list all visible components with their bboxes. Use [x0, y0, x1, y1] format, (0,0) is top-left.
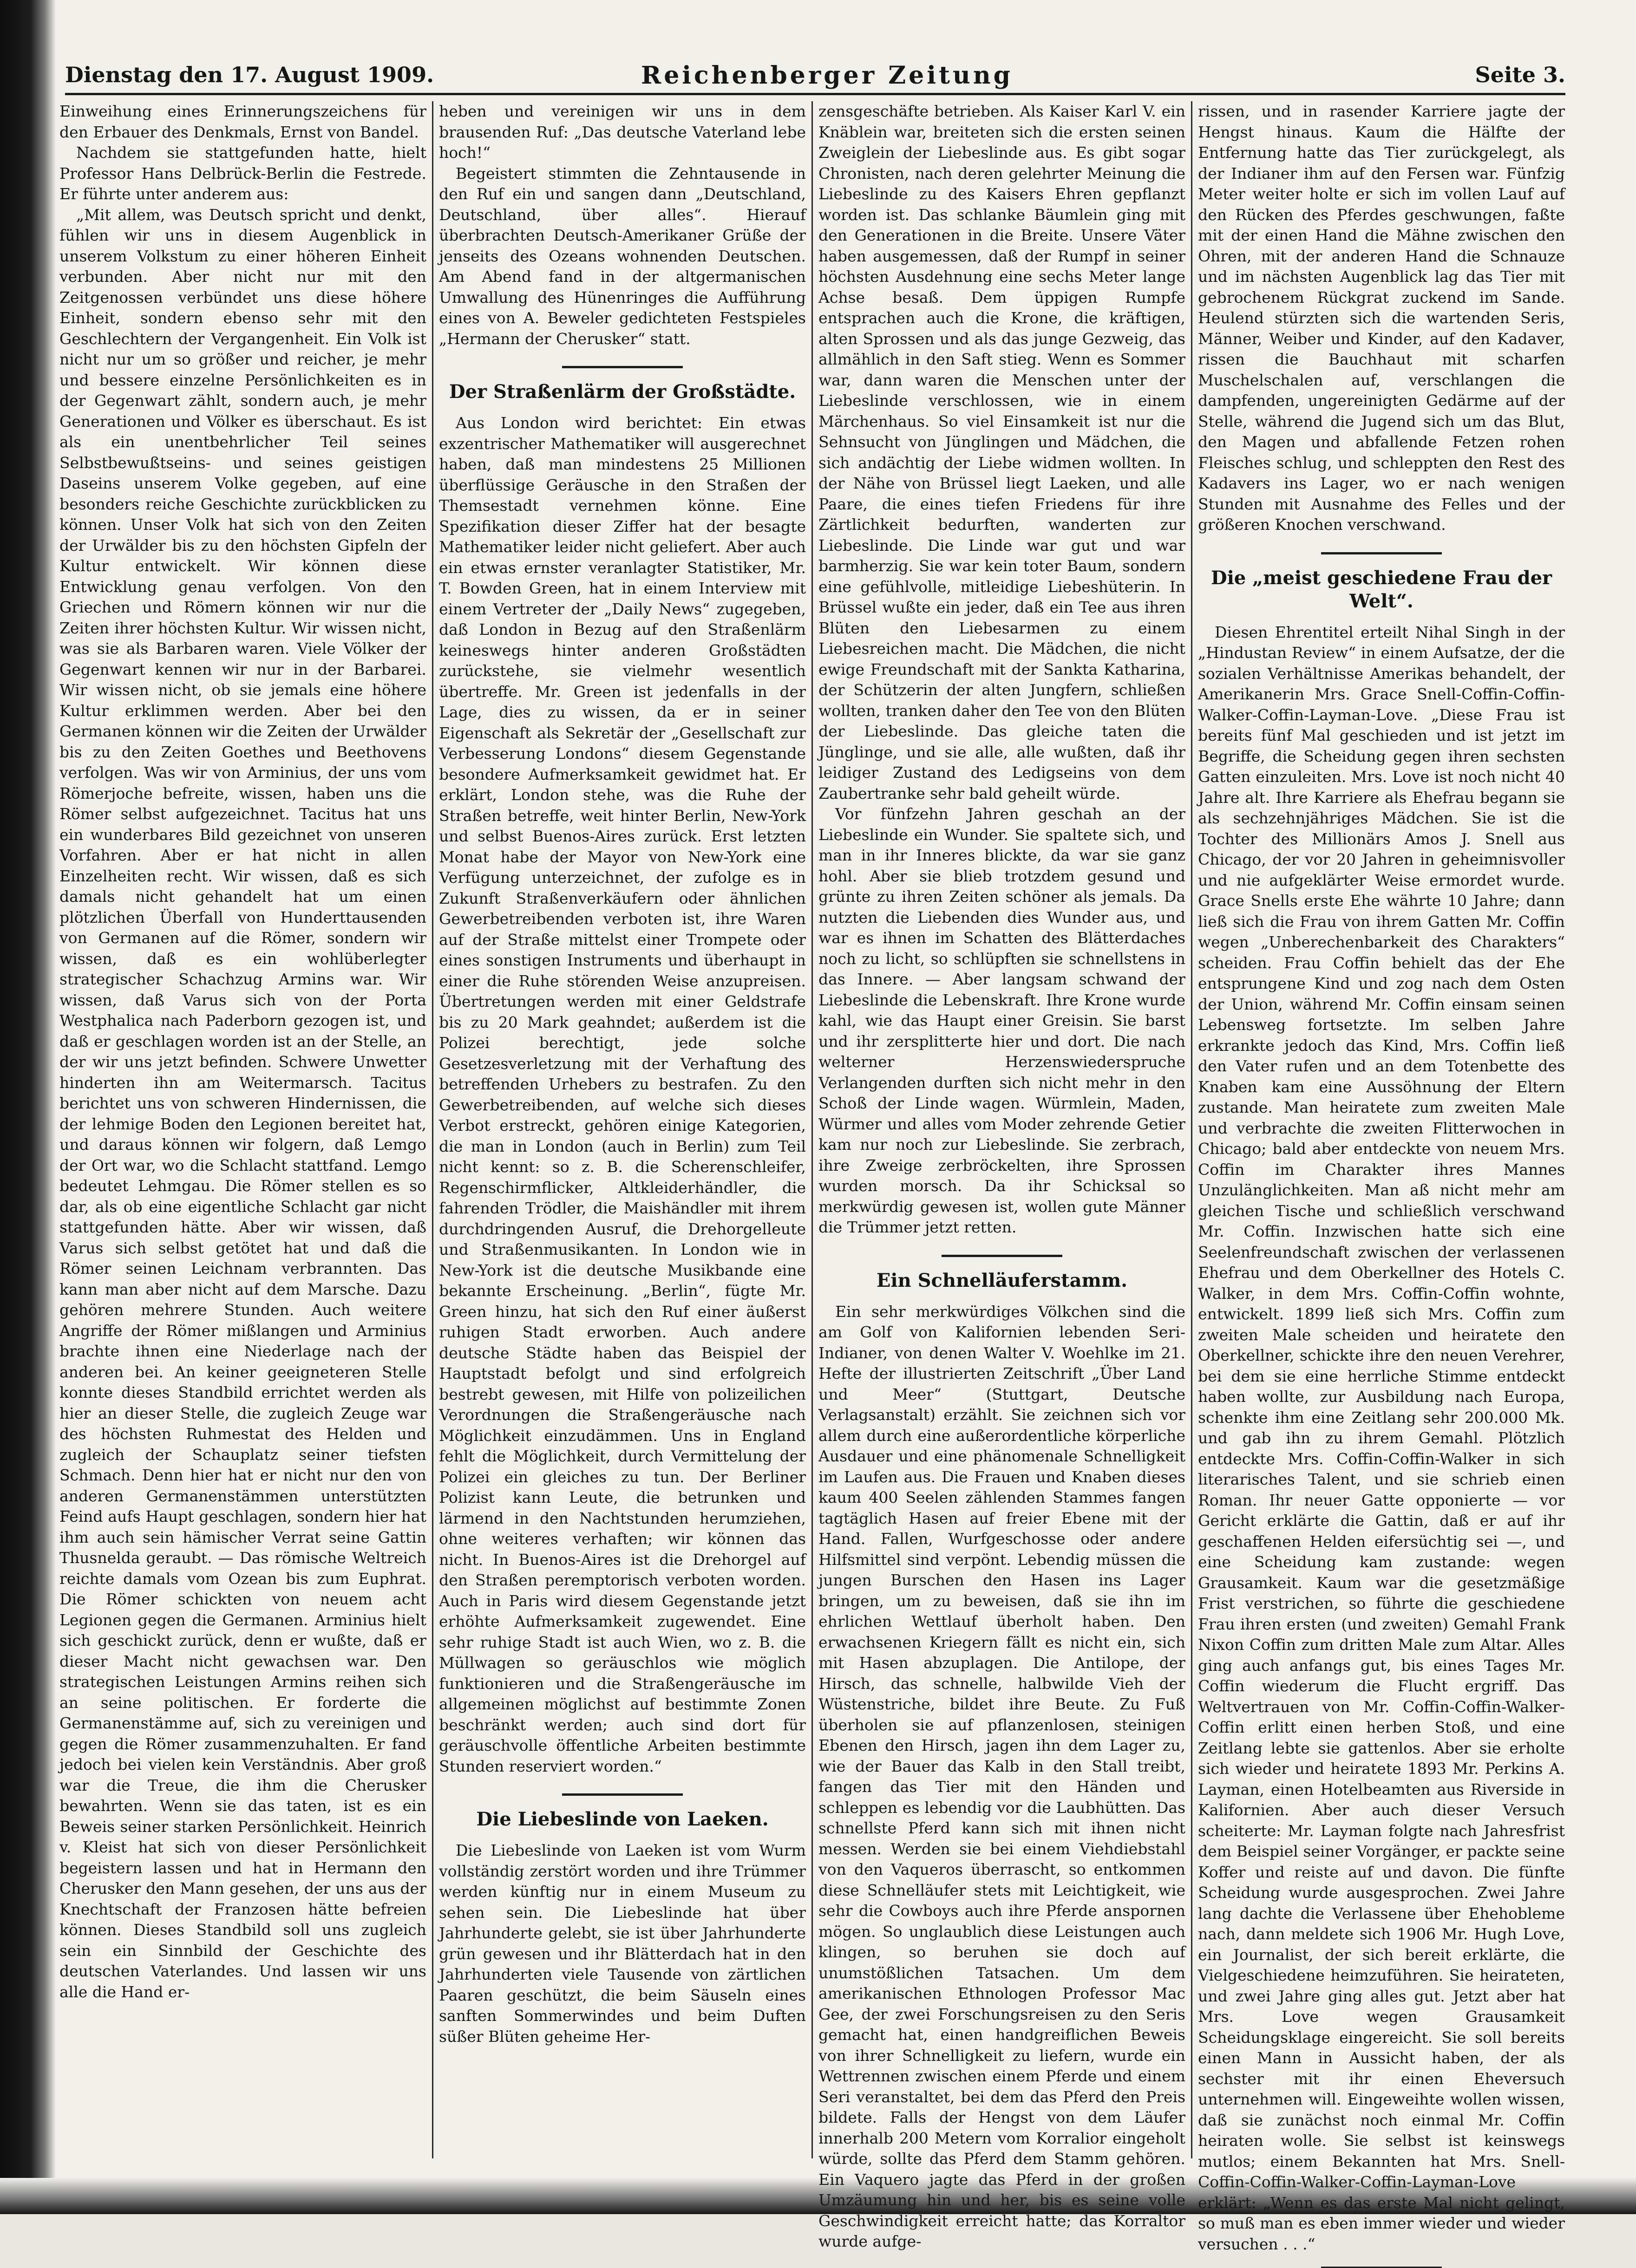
paragraph: Die Liebeslinde von Laeken ist vom Wurm vollständig zerstört worden und ihre Trümmer werden künftig nur in einem Museum zu sehen sein. Die Liebeslinde hat über Jahrhunderte gelebt, sie ist über Jahrhunderte grün gewesen und ihr Blätterdach hat in den Jahrhunderten viele Tausende von zärtlichen Paaren geschützt, die beim Säuseln eines sanften Sommerwindes und beim Duften süßer Blüten geheime Her-	[439, 1841, 806, 2046]
paragraph: Diesen Ehrentitel erteilt Nihal Singh in der „Hindustan Review“ in einem Aufsatze, der die sozialen Verhältnisse Amerikas behandelt, der Amerikanerin Mrs. Grace Snell-Coffin-Coffin-Walker-Coffin-Layman-Love. „Diese Frau ist bereits fünf Mal geschieden und ist jetzt im Begriffe, die Scheidung gegen ihren sechsten Gatten einzuleiten. Mrs. Love ist noch nicht 40 Jahre alt. Ihre Karriere als Ehefrau begann sie als sechzehnjähriges Mädchen. Sie ist die Tochter des Millionärs Amos J. Snell aus Chicago, der vor 20 Jahren in geheimnisvoller und nie aufgeklärter Weise ermordet wurde. Grace Snells erste Ehe währte 10 Jahre; dann ließ sich die Frau von ihrem Gatten Mr. Coffin wegen „Unberechenbarkeit des Charakters“ scheiden. Frau Coffin behielt das der Ehe entsprungene Kind und zog nach dem Osten der Union, während Mr. Coffin einsam seinen Lebensweg fortsetzte. Im selben Jahre erkrankte jedoch das Kind, Mrs. Coffin ließ den Vater rufen und an dem Totenbette des Knaben kam eine Aussöhnung der Eltern zustande. Man heiratete zum zweiten Male und verbrachte die zweiten Flitterwochen in Chicago; bald aber entdeckte von neuem Mrs. Coffin im Charakter ihres Mannes Unzulänglichkeiten. Man aß nicht mehr am gleichen Tische und schließlich verschwand Mr. Coffin. Inzwischen hatte sich eine Seelenfreundschaft zwischen der verlassenen Ehefrau und dem Oberkellner des Hotels C. Walker, in dem Mrs. Coffin-Coffin wohnte, entwickelt. 1899 ließ sich Mrs. Coffin zum zweiten Male scheiden und heiratete den Oberkellner, schickte ihre den neuen Verehrer, bei dem sie eine herrliche Stimme entdeckt haben wollte, zur Ausbildung nach Europa, schenkte ihm eine Zeitlang sehr 200.000 Mk. und gab ihn zu ihrem Gemahl. Plötzlich entdeckte Mrs. Coffin-Coffin-Walker in sich literarisches Talent, und sie schrieb einen Roman. Ihr neuer Gatte opponierte — vor Gericht erklärte die Gattin, daß er auf ihr geschaffenen Helden eifersüchtig sei —, und eine Scheidung kam zustande: wegen Grausamkeit. Kaum war die gesetzmäßige Frist verstrichen, so führte die geschiedene Frau ihren ersten (und zweiten) Gemahl Frank Nixon Coffin zum dritten Male zum Altar. Alles ging auch anfangs gut, bis eines Tages Mr. Coffin wiederum die Flucht ergriff. Das Weltvertrauen von Mr. Coffin-Coffin-Walker-Coffin erlitt einen herben Stoß, und eine Zeitlang lebte sie gattenlos. Aber sie erholte sich wieder und heiratete 1893 Mr. Perkins A. Layman, einen Hotelbeamten aus Riverside in Kalifornien. Aber auch dieser Versuch scheiterte: Mr. Layman folgte nach Jahresfrist dem Beispiel seiner Vorgänger, er packte seine Koffer und reiste auf und davon. Die fünfte Scheidung wurde ausgesprochen. Zwei Jahre lang dachte die Verlassene über Ehehobleme nach, dann meldete sich 1906 Mr. Hugh Love, ein Journalist, der sich bereit erklärte, die Vielgeschiedene heimzuführen. Sie heirateten, und zwei Jahre ging alles gut. Jetzt aber hat Mrs. Love wegen Grausamkeit Scheidungsklage eingereicht. Sie soll bereits einen Mann in Aussicht haben, der als sechster mit ihr einen Eheversuch unternehmen will. Eingeweihte wollen wissen, daß sie zunächst noch einmal Mr. Coffin heiraten wolle. Sie selbst ist keinswegs mutlos; einem Bekannten hat Mrs. Snell-Coffin-Coffin-Walker-Coffin-Layman-Love erklärt: „Wenn es das erste Mal nicht gelingt, so muß man es eben immer wieder und wieder versuchen . . .“	[1198, 623, 1565, 2253]
paragraph: Ein sehr merkwürdiges Völkchen sind die am Golf von Kalifornien lebenden Seri-Indianer, von denen Walter V. Woehlke im 21. Hefte der illustrierten Zeitschrift „Über Land und Meer“ (Stuttgart, Deutsche Verlagsanstalt) erzählt. Sie zeichnen sich vor allem durch eine außerordentliche körperliche Ausdauer und eine phänomenale Schnelligkeit im Laufen aus. Die Frauen und Knaben dieses kaum 400 Seelen zählenden Stammes fangen tagtäglich Hasen auf freier Ebene mit der Hand. Fallen, Wurfgeschosse oder andere Hilfsmittel sind verpönt. Lebendig müssen die jungen Burschen den Hasen ins Lager bringen, um zu beweisen, daß sie ihn im ehrlichen Wettlauf überholt haben. Den erwachsenen Kriegern fällt es nicht ein, sich mit Hasen abzuplagen. Die Antilope, der Hirsch, das schnelle, halbwilde Vieh der Wüstenstriche, bildet ihre Beute. Zu Fuß überholen sie auf pflanzenlosen, steinigen Ebenen den Hirsch, jagen ihn dem Lager zu, wie der Bauer das Kalb in den Stall treibt, fangen das Tier mit den Händen und schleppen es lebendig vor die Laubhütten. Das schnellste Pferd kann sich mit ihnen nicht messen. Werden sie bei einem Viehdiebstahl von den Vaqueros überrascht, so entkommen diese Schnelläufer stets mit Leichtigkeit, wie sehr die Cowboys auch ihre Pferde anspornen mögen. So unglaublich diese Leistungen auch klingen, so beruhen sie doch auf unumstößlichen Tatsachen. Um dem amerikanischen Ethnologen Professor Mac Gee, der zwei Forschungsreisen zu den Seris gemacht hat, einen handgreiflichen Beweis von ihrer Schnelligkeit zu liefern, wurde ein Wettrennen zwischen einem Pferde und einem Seri veranstaltet, bei dem das Pferd den Preis bildete. Falls der Hengst von dem Läufer innerhalb 200 Metern vom Korralior eingeholt würde, sollte das Pferd dem Stamm gehören. Ein Vaquero jagte das Pferd in der großen Umzäumung hin und her, bis es seine volle Geschwindigkeit erreicht hatte; das Korraltor wurde aufge-	[818, 1302, 1185, 2250]
section-separator	[1321, 552, 1442, 554]
section-separator	[942, 1255, 1062, 1257]
column-2	[439, 101, 806, 2154]
paragraph: zensgeschäfte betrieben. Als Kaiser Karl V. ein Knäblein war, breiteten sich die ersten seinen Zweiglein der Liebeslinde aus. Es gibt sogar Chronisten, nach deren gelehrter Meinung die Liebeslinde zu des Kaisers Ehren gepflanzt worden ist. Das schlanke Bäumlein ging mit den Generationen in die Breite. Unsere Väter haben ausgemessen, daß der Rumpf in seiner höchsten Ausdehnung eine sechs Meter lange Achse besaß. Dem üppigen Rumpfe entsprachen auch die Krone, die kräftigen, alten Sprossen und als das junge Gezweig, das allmählich in den Saft stieg. Wenn es Sommer war, dann waren die Menschen unter der Liebeslinde verschlossen, wie in einem Märchenhaus. So viel Einsamkeit ist nur die Sehnsucht von Jünglingen und Mädchen, die sich andächtig der Liebe widmen wollten. In der Nähe von Brüssel liegt Laeken, und alle Paare, die eines tiefen Friedens für ihre Zärtlichkeit bedurften, wanderten zur Liebeslinde. Die Linde war gut und war barmherzig. Sie war kein toter Baum, sondern eine gefühlvolle, mitleidige Liebeshüterin. In Brüssel wußte ein jeder, daß ein Tee aus ihren Blüten den Liebesarmen zu einem Liebesreichen macht. Die Mädchen, die nicht ewige Freundschaft mit der Sankta Katharina, der Schützerin der alten Jungfern, schließen wollten, tranken daher den Tee von den Blüten der Liebeslinde. Das gleiche taten die Jünglinge, und sie alle, alle wußten, daß ihr leidiger Zustand des Ledigseins von dem Zaubertranke sehr bald geheilt würde.	[818, 102, 1185, 802]
page-number: Seite 3.	[1475, 62, 1565, 87]
column-rule	[811, 101, 813, 2158]
column-1	[59, 101, 426, 2154]
header-date: Dienstag den 17. August 1909.	[65, 62, 434, 87]
paragraph: Einweihung eines Erinnerungszeichens für den Erbauer des Denkmals, Ernst von Bandel.	[59, 102, 426, 141]
paragraph: heben und vereinigen wir uns in dem brausenden Ruf: „Das deutsche Vaterland lebe hoch!“	[439, 102, 806, 162]
section-separator	[562, 1793, 683, 1796]
column-rule	[1191, 101, 1192, 2158]
section-separator	[562, 366, 683, 368]
paragraph: rissen, und in rasender Karriere jagte der Hengst hinaus. Kaum die Hälfte der Entfernung hatte das Tier zurückgelegt, als der Indianer ihm auf den Fersen war. Fünfzig Meter weiter holte er sich im vollen Lauf auf den Rücken des Pferdes geschwungen, faßte mit der einen Hand die Mähne zwischen den Ohren, mit der anderen Hand die Schnauze und im nächsten Augenblick lag das Tier mit gebrochenem Rückgrat zuckend im Sande. Heulend stürzten sich die wartenden Seris, Männer, Weiber und Kinder, auf den Kadaver, rissen die Bauchhaut mit scharfen Muschelschalen auf, verschlangen die dampfenden, ungereinigten Gedärme auf der Stelle, während die Jugend sich um das Blut, den Magen und abfallende Fetzen rohen Fleisches schlug, und schleppten den Rest des Kadavers ins Lager, wo er nach wenigen Stunden mit Ausnahme des Felles und der größeren Knochen verschwand.	[1198, 102, 1565, 534]
article-heading: Ein Schnelläuferstamm.	[876, 1269, 1128, 1291]
page-header	[65, 60, 1565, 95]
paragraph: Vor fünfzehn Jahren geschah an der Liebeslinde ein Wunder. Sie spaltete sich, und man in ihr Inneres blickte, da war sie ganz hohl. Aber sie blieb trotzdem gesund und grünte zu ihren Zeiten schöner als jemals. Da nutzten die Liebenden dies Wunder aus, und war es ihnen im Schatten des Blätterdaches noch zu licht, so schlüpften sie schnellstens in das Innere. — Aber langsam schwand der Liebeslinde die Lebenskraft. Ihre Krone wurde kahl, wie das Haupt einer Greisin. Sie barst und ihr zersplitterte hier und dort. Die nach welterner Herzenswiederspruche Verlangenden durften sich nicht mehr in den Schoß der Linde wagen. Würmlein, Maden, Würmer und alles vom Moder zehrende Getier kam nur noch zur Liebeslinde. Sie zerbrach, ihre Zweige zerbröckelten, ihre Sprossen wurden morsch. Da ihr Schicksal so merkwürdig gewesen ist, wollen gute Männer die Trümmer jetzt retten.	[818, 805, 1185, 1236]
column-rule	[432, 101, 433, 2158]
scan-edge-left	[0, 0, 56, 2214]
paragraph: Nachdem sie stattgefunden hatte, hielt Professor Hans Delbrück-Berlin die Festrede. Er führte unter anderem aus:	[59, 143, 426, 203]
article-heading: Der Straßenlärm der Großstädte.	[449, 381, 796, 403]
paragraph: „Mit allem, was Deutsch spricht und denkt, fühlen wir uns in diesem Augenblick in unserem Volkstum zu einer höheren Einheit verbunden. Aber nicht nur mit den Zeitgenossen verbündet uns diese höhere Einheit, sondern ebenso sehr mit den Geschlechtern der Vergangenheit. Ein Volk ist nicht nur um so größer und reicher, je mehr und bessere einzelne Persönlichkeiten es in der Gegenwart zählt, sondern auch, je mehr Generationen und Völker es überschaut. Es ist als ein unentbehrlicher Teil seines Selbstbewußtseins- und seines geistigen Daseins unserem Volke gegeben, auf eine besonders reiche Geschichte zurückblicken zu können. Unser Volk hat sich von den Zeiten der Urwälder bis zu den höchsten Gipfeln der Kultur entwickelt. Wir können diese Entwicklung genau verfolgen. Von den Griechen und Römern können wir nur die Zeiten ihrer höchsten Kultur. Wir wissen nicht, was sie als Barbaren waren. Viele Völker der Gegenwart kennen wir nur in der Barbarei. Wir wissen nicht, ob sie jemals eine höhere Kultur erklimmen werden. Aber bei den Germanen können wir die Zeiten der Urwälder bis zu den Zeiten Goethes und Beethovens verfolgen. Was wir von Arminius, der uns vom Römerjoche befreite, wissen, haben uns die Römer selbst aufgezeichnet. Tacitus hat uns ein wunderbares Bild gezeichnet von unseren Vorfahren. Aber er hat nicht in allen Einzelheiten recht. Wir wissen, daß es sich damals nicht gehandelt hat um einen plötzlichen Überfall von Hunderttausenden von Germanen auf die Römer, sondern wir wissen, daß es ein wohlüberlegter strategischer Schachzug Armins war. Wir wissen, daß Varus sich von der Porta Westphalica nach Paderborn gezogen ist, und daß er geschlagen worden ist an der Stelle, an der wir uns jetzt befinden. Schwere Unwetter hinderten ihn am Weitermarsch. Tacitus berichtet uns von schweren Hindernissen, die der lehmige Boden den Legionen bereitet hat, und daraus können wir folgern, daß Lemgo der Ort war, wo die Schlacht stattfand. Lemgo bedeutet Lehmgau. Die Römer stellen es so dar, als ob eine eigentliche Schlacht gar nicht stattgefunden hätte. Aber wir wissen, daß Varus sich selbst getötet hat und daß die Römer seinen Leichnam verbrannten. Das kann man aber nicht auf dem Marsche. Dazu gehören mehrere Stunden. Auch weitere Angriffe der Römer mißlangen und Arminius brachte ihnen eine Niederlage nach der anderen bei. An keiner geeigneteren Stelle konnte dieses Standbild errichtet werden als hier an dieser Stelle, die zugleich Zeuge war des höchsten Ruhmestat des Helden und zugleich der Schauplatz seiner tiefsten Schmach. Denn hier hat er nicht nur den von anderen Germanenstämmen unterstützten Feind aufs Haupt geschlagen, sondern hier hat ihm auch sein hämischer Verrat seine Gattin Thusnelda geraubt. — Das römische Weltreich reichte damals vom Ozean bis zum Euphrat. Die Römer schickten von neuem acht Legionen gegen die Germanen. Arminius hielt sich geschickt zurück, denn er wußte, daß er dieser Macht nicht gewachsen war. Den strategischen Leistungen Armins reihen sich an seine politischen. Er forderte die Germanenstämme auf, sich zu vereinigen und gegen die Römer zusammenzuhalten. Er fand jedoch bei vielen kein Verständnis. Aber groß war die Treue, die ihm die Cherusker bewahrten. Wenn sie das taten, ist es ein Beweis seiner starken Persönlichkeit. Heinrich v. Kleist hat sich von dieser Persönlichkeit begeistern lassen und hat in Hermann den Cherusker den Mann gesehen, der uns aus der Knechtschaft der Franzosen hätte befreien können. Dieses Standbild soll uns zugleich sein ein Sinnbild der Geschichte des deutschen Vaterlandes. Und lassen wir uns alle die Hand er-	[59, 205, 426, 2001]
article-heading: Die „meist geschiedene Frau der Welt“.	[1211, 567, 1552, 612]
paragraph: Begeistert stimmten die Zehntausende in den Ruf ein und sangen dann „Deutschland, Deutschland, über alles“. Hierauf überbrachten Deutsch-Amerikaner Grüße der jenseits des Ozeans wohnenden Deutschen. Am Abend fand in der altgermanischen Umwallung des Hünenringes die Aufführung eines von A. Beweler gedichteten Festspieles „Hermann der Cherusker“ statt.	[439, 164, 806, 348]
newspaper-title: Reichenberger Zeitung	[641, 61, 1013, 90]
paragraph: Aus London wird berichtet: Ein etwas exzentrischer Mathematiker will ausgerechnet haben, daß man mindestens 25 Millionen überflüssige Geräusche in den Straßen der Themsestadt vernehmen könne. Eine Spezifikation dieser Ziffer hat der besagte Mathematiker leider nicht geliefert. Aber auch ein etwas ernster veranlagter Statistiker, Mr. T. Bowden Green, hat in einem Interview mit einem Vertreter der „Daily News“ zugegeben, daß London in Bezug auf den Straßenlärm keineswegs hinter anderen Großstädten zurückstehe, sie vielmehr wesentlich übertreffe. Mr. Green ist jedenfalls in der Lage, dies zu wissen, da er in seiner Eigenschaft als Sekretär der „Gesellschaft zur Verbesserung Londons“ diesem Gegenstande besondere Aufmerksamkeit gewidmet hat. Er erklärt, London stehe, was die Ruhe der Straßen betreffe, weit hinter Berlin, New-York und selbst Buenos-Aires zurück. Erst letzten Monat habe der Mayor von New-York eine Verfügung unterzeichnet, der zufolge es in Zukunft Straßenverkäufern oder ähnlichen Gewerbetreibenden verboten ist, ihre Waren auf der Straße mittelst einer Trompete oder eines sonstigen Instruments und überhaupt in einer die Ruhe störenden Weise anzupreisen. Übertretungen werden mit einer Geldstrafe bis zu 20 Mark geahndet; außerdem ist die Polizei berechtigt, jede solche Gesetzesverletzung mit der Verhaftung des betreffenden Urhebers zu bestrafen. Zu den Gewerbetreibenden, auf welche sich dieses Verbot erstreckt, gehören einige Kategorien, die man in London (auch in Berlin) zum Teil nicht kennt: so z. B. die Scherenschleifer, Regenschirmflicker, Altkleiderhändler, die fahrenden Trödler, die Maishändler mit ihrem durchdringenden Ausruf, die Drehorgelleute und Straßenmusikanten. In London wie in New-York ist die deutsche Musikbande eine bekannte Erscheinung. „Berlin“, fügte Mr. Green hinzu, hat sich den Ruf einer äußerst ruhigen Stadt erworben. Auch andere deutsche Städte haben das Beispiel der Hauptstadt befolgt und sind erfolgreich bestrebt gewesen, mit Hilfe von polizeilichen Verordnungen die Straßengeräusche nach Möglichkeit einzudämmen. Uns in England fehlt die Möglichkeit, durch Vermittelung der Polizei ein gleiches zu tun. Der Berliner Polizist kann Leute, die betrunken und lärmend in den Nachtstunden herumziehen, ohne weiteres verhaften; wir können das nicht. In Buenos-Aires ist die Drehorgel auf den Straßen peremptorisch verboten worden. Auch in Paris wird diesem Gegenstande jetzt erhöhte Aufmerksamkeit zugewendet. Eine sehr ruhige Stadt ist auch Wien, wo z. B. die Müllwagen so geräuschlos wie möglich funktionieren und die Straßengeräusche im allgemeinen möglichst auf bestimmte Zonen beschränkt werden; auch sind dort für geräuschvolle öffentliche Arbeiten bestimmte Stunden reserviert worden.“	[439, 414, 806, 1775]
article-heading: Die Liebeslinde von Laeken.	[476, 1808, 769, 1830]
column-4	[1198, 101, 1565, 2253]
column-3	[818, 101, 1185, 2250]
